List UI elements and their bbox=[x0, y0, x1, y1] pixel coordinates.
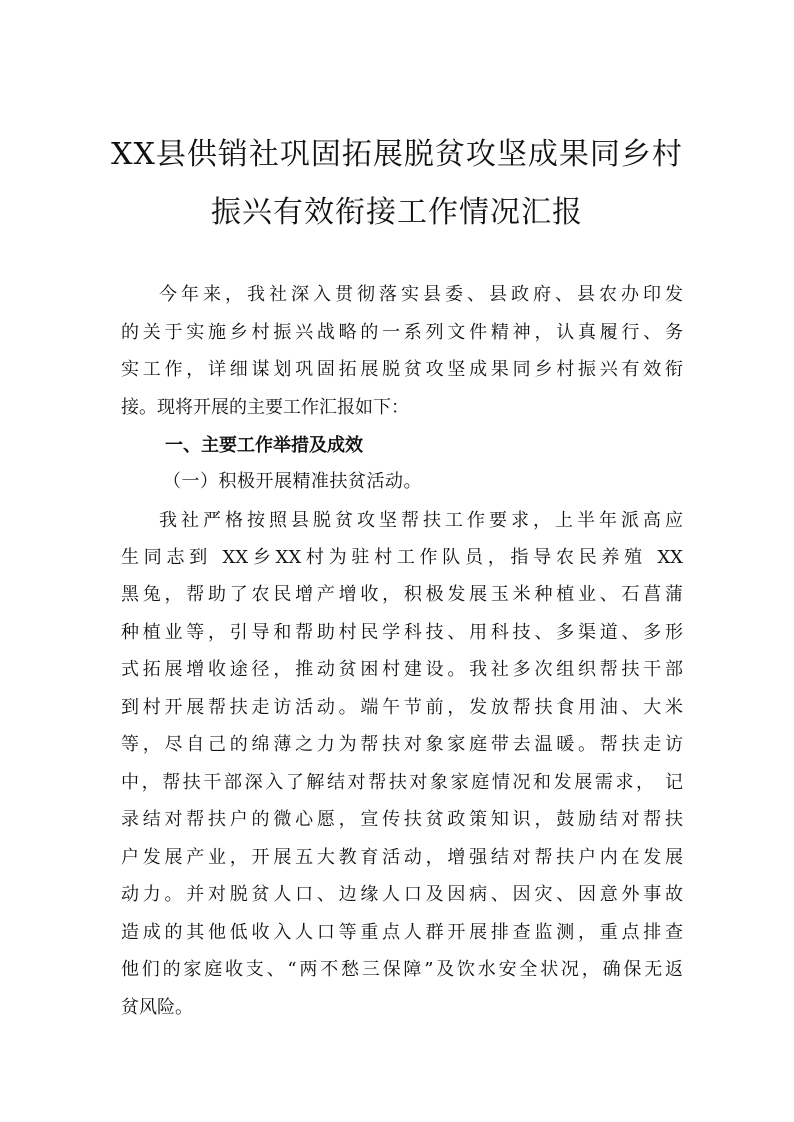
body-line: 户发展产业，开展五大教育活动，增强结对帮扶户内在发展 bbox=[121, 847, 683, 868]
intro-line: 实工作，详细谋划巩固拓展脱贫攻坚成果同乡村振兴有效衔 bbox=[121, 359, 683, 380]
subsection-heading: （一）积极开展精准扶贫活动。 bbox=[163, 471, 422, 492]
body-line: 生同志到 XX乡XX村为驻村工作队员，指导农民养殖 XX bbox=[121, 547, 683, 568]
intro-line: 接。现将开展的主要工作汇报如下： bbox=[121, 397, 409, 418]
body-line: 到村开展帮扶走访活动。端午节前，发放帮扶食用油、大米 bbox=[121, 697, 683, 718]
body-line: 他们的家庭收支、“两不愁三保障”及饮水安全状况，确保无返 bbox=[121, 959, 683, 980]
body-line: 中，帮扶干部深入了解结对帮扶对象家庭情况和发展需求， 记 bbox=[121, 772, 683, 793]
body-line: 造成的其他低收入人口等重点人群开展排查监测，重点排查 bbox=[121, 922, 683, 943]
document-title-line-2: 振兴有效衔接工作情况汇报 bbox=[211, 195, 583, 230]
document-title-line-1: XX县供销社巩固拓展脱贫攻坚成果同乡村 bbox=[111, 137, 683, 172]
body-line: 录结对帮扶户的微心愿，宣传扶贫政策知识，鼓励结对帮扶 bbox=[121, 809, 683, 830]
body-line: 种植业等，引导和帮助村民学科技、用科技、多渠道、多形 bbox=[121, 622, 683, 643]
section-heading: 一、主要工作举措及成效 bbox=[165, 435, 363, 456]
intro-line: 的关于实施乡村振兴战略的一系列文件精神，认真履行、务 bbox=[121, 322, 683, 343]
body-line: 黑兔，帮助了农民增产增收，积极发展玉米种植业、石菖蒲 bbox=[121, 584, 683, 605]
body-line: 动力。并对脱贫人口、边缘人口及因病、因灾、因意外事故 bbox=[121, 884, 683, 905]
body-line: 贫风险。 bbox=[121, 997, 193, 1018]
body-line: 式拓展增收途径，推动贫困村建设。我社多次组织帮扶干部 bbox=[121, 659, 683, 680]
intro-line: 今年来，我社深入贯彻落实县委、县政府、县农办印发 bbox=[159, 284, 683, 305]
body-line: 我社严格按照县脱贫攻坚帮扶工作要求，上半年派高应 bbox=[159, 510, 683, 531]
body-line: 等，尽自己的绵薄之力为帮扶对象家庭带去温暖。帮扶走访 bbox=[121, 734, 683, 755]
